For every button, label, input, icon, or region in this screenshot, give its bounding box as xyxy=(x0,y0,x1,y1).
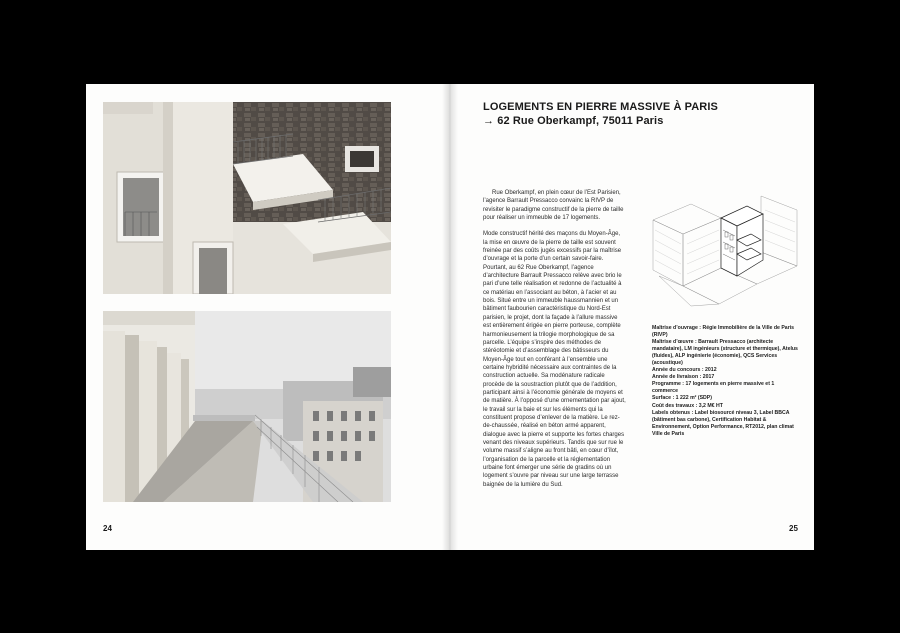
terrace-photo-illustration xyxy=(103,311,391,502)
facade-photo-illustration xyxy=(103,102,391,294)
page-number-left: 24 xyxy=(103,524,112,533)
page-number-right: 25 xyxy=(789,524,798,533)
article-title xyxy=(483,100,718,128)
terrace-rooftops-photo xyxy=(103,311,391,502)
credit-team: Maîtrise d’œuvre : Barrault Pressacco (architecte mandataire), LM ingénieurs (structure et thermique), Atelus (fluides), ALP ingénierie (économie), QCS Services (acoustique) xyxy=(652,339,798,367)
credit-client: Maîtrise d’ouvrage : Régie Immobilière de la Ville de Paris (RIVP) xyxy=(652,325,795,339)
intro-paragraph: Rue Oberkampf, en plein cœur de l’Est Parisien, l’agence Barrault Pressacco convainc la RIVP de revisiter le paradigme constructif de la pierre de taille pour réaliser un immeuble de 17 logements. xyxy=(483,190,624,222)
credit-competition-year: Année du concours : 2012 xyxy=(652,367,717,374)
credit-cost: Coût des travaux : 3,2 M€ HT xyxy=(652,402,723,409)
credit-surface: Surface : 1 222 m² (SDP) xyxy=(652,395,712,402)
main-paragraph: Mode constructif hérité des maçons du Moyen-Âge, la mise en œuvre de la pierre de taille est souvent freinée par des coûts jugés excessifs par la maîtrise d’ouvrage et la porte d’un certain savoir-faire. Pourtant, au 62 Rue Oberkampf, l’agence d’architecture Barrault Pressacco relève avec brio le pari d’une telle réalisation et redonne de l’actualité à ce matériau en l’associant au béton, à l’acier et au bois. Situé entre un immeuble haussmannien et un bâtiment faubourien caractéristique du Nord-Est parisien, le projet, dont la façade à l’allure massive est entièrement érigée en pierre porteuse, complète harmonieusement la trilogie morphologique de sa parcelle. L’équipe s’inspire des méthodes de stéréotomie et d’assemblage des bâtisseurs du Moyen-Âge tout en conférant à l’ensemble une certaine hybridité nécessaire aux contraintes de la construction actuelle. Sa modénature radicale procède de la soustraction plutôt que de l’addition, participant ainsi à l’économie générale de moyens et de matière. À l’opposé d’une ornementation par ajout, le travail sur la baie et sur les éléments qui la constituent propose d’enlever de la matière. Le rez-de-chaussée, réalisé en béton armé apparent, dialogue avec la pierre et supporte les fortes charges venant des niveaux supérieurs. Tandis que sur rue le volume massif s’aligne au front bâti, en cœur d’îlot, l’organisation de la parcelle et la réglementation urbaine font émerger une série de gradins où un logement s’ouvre par niveau sur une large terrasse baignée de la lumière du Sud. xyxy=(483,231,626,488)
axonometric-drawing xyxy=(651,190,799,308)
axonometric-illustration xyxy=(651,190,799,308)
project-credits xyxy=(652,325,798,438)
credit-labels: Labels obtenus : Label biosourcé niveau 3, Label BBCA (bâtiment bas carbone), Certification Habitat & Environnement, Option Performance, RT2012, plan climat Ville de Paris xyxy=(652,409,794,437)
article-body xyxy=(483,189,626,497)
credit-delivery-year: Année de livraison : 2017 xyxy=(652,374,715,381)
credit-program: Programme : 17 logements en pierre massive et 1 commerce xyxy=(652,381,775,395)
facade-balconies-photo xyxy=(103,102,391,294)
title-address: → 62 Rue Oberkampf, 75011 Paris xyxy=(483,115,664,127)
book-gutter xyxy=(442,84,458,550)
title-heading: LOGEMENTS EN PIERRE MASSIVE À PARIS xyxy=(483,101,718,113)
